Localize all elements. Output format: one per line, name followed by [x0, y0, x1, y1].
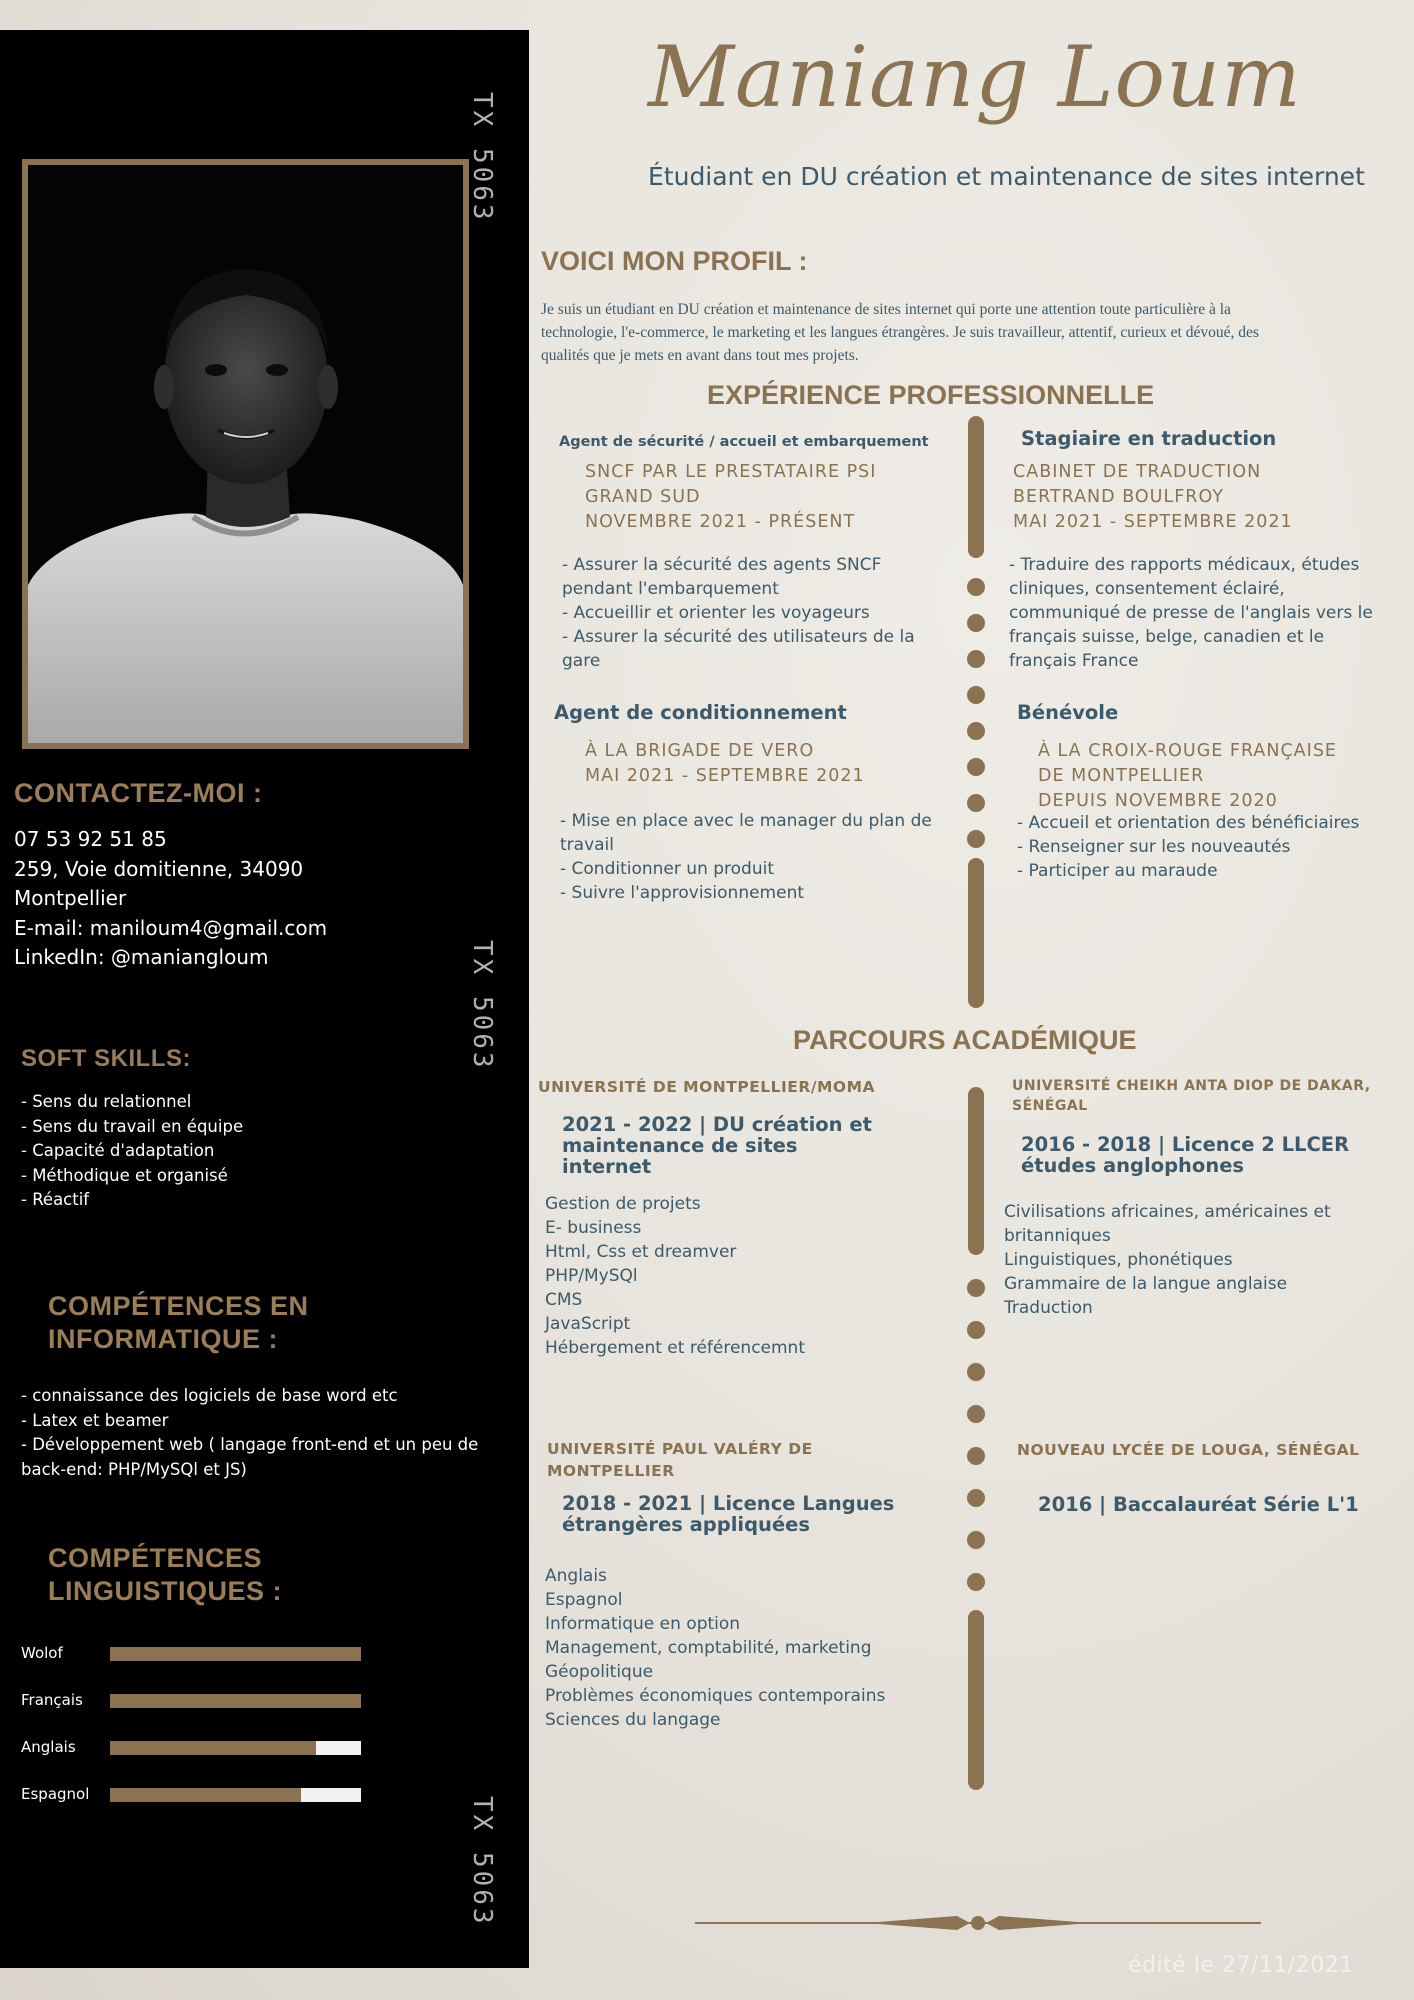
job-company-volunteer	[1038, 739, 1337, 814]
film-label-bottom: TX 5063	[467, 1796, 497, 1927]
company-line: À LA CROIX-ROUGE FRANÇAISE	[1038, 741, 1337, 761]
job-company-security	[585, 460, 876, 535]
job-title-volunteer: Bénévole	[1017, 701, 1119, 724]
timeline-dot	[967, 830, 985, 848]
it-skill-item: - Développement web ( langage front-end et un peu de back-end: PHP/MySQl et JS)	[21, 1435, 479, 1479]
it-skills-list	[21, 1384, 501, 1482]
contact-email[interactable]: E-mail: maniloum4@gmail.com	[14, 915, 328, 940]
profile-text: Je suis un étudiant en DU création et maintenance de sites internet qui porte une attention toute particulière à la technologie, l'e-commerce, le marketing et les langues étrangères. Je suis travailleur, attentif, curieux et dévoué, des qualités que je mets en avant dans tout mes projets.	[541, 301, 1259, 364]
timeline-dot	[967, 1489, 985, 1507]
language-row-espagnol	[21, 1785, 371, 1803]
timeline-dot	[967, 794, 985, 812]
contact-phone: 07 53 92 51 85	[14, 827, 167, 851]
languages-title	[48, 1542, 282, 1608]
degree-llcer: 2016 - 2018 | Licence 2 LLCER études anglophones	[1021, 1133, 1350, 1177]
language-level-track	[110, 1741, 361, 1755]
language-level-track	[110, 1788, 361, 1802]
timeline-dot	[967, 686, 985, 704]
job-title-security: Agent de sécurité / accueil et embarquement	[559, 434, 929, 450]
edited-date: édité le 27/11/2021	[1128, 1953, 1354, 1978]
timeline-dot	[967, 722, 985, 740]
it-skills-title-line1: COMPÉTENCES EN	[48, 1291, 309, 1321]
languages-title-line1: COMPÉTENCES	[48, 1543, 263, 1573]
soft-skill-item: - Méthodique et organisé	[21, 1165, 228, 1185]
timeline-dot	[967, 758, 985, 776]
timeline-bar	[968, 416, 984, 558]
company-line: DE MONTPELLIER	[1038, 766, 1205, 786]
contact-block	[14, 825, 327, 973]
contact-linkedin[interactable]: LinkedIn: @maniangloum	[14, 945, 269, 969]
job-title-packaging: Agent de conditionnement	[554, 701, 847, 724]
company-line: À LA BRIGADE DE VERO	[585, 741, 815, 761]
language-level-fill	[110, 1694, 361, 1708]
degree-lea: 2018 - 2021 | Licence Langues étrangères appliquées	[562, 1492, 895, 1536]
timeline-dot	[967, 1405, 985, 1423]
company-line: MAI 2021 - SEPTEMBRE 2021	[585, 766, 865, 786]
soft-skill-item: - Sens du travail en équipe	[21, 1116, 244, 1136]
job-company-packaging	[585, 739, 865, 789]
language-row-anglais	[21, 1738, 371, 1756]
profile-photo	[22, 159, 469, 749]
soft-skills-list	[21, 1090, 243, 1213]
timeline-dot	[967, 650, 985, 668]
timeline-bar	[968, 1087, 984, 1255]
courses-du: Gestion de projets E- business Html, Css et dreamver PHP/MySQl CMS JavaScript Hébergement et référencemnt	[545, 1194, 805, 1358]
company-line: GRAND SUD	[585, 487, 701, 507]
language-level-fill	[110, 1647, 361, 1661]
timeline-dot	[967, 1573, 985, 1591]
language-level-fill	[110, 1741, 316, 1755]
degree-bac: 2016 | Baccalauréat Série L'1	[1038, 1493, 1359, 1516]
film-label-top: TX 5063	[467, 92, 497, 223]
language-row-francais	[21, 1691, 371, 1709]
soft-skills-title: SOFT SKILLS:	[21, 1045, 191, 1072]
school-montpellier-moma: UNIVERSITÉ DE MONTPELLIER/MOMA	[538, 1078, 876, 1096]
language-level-track	[110, 1694, 361, 1708]
it-skill-item: - connaissance des logiciels de base word etc	[21, 1386, 398, 1405]
language-level-fill	[110, 1788, 301, 1802]
timeline-dot	[967, 1363, 985, 1381]
ornament-divider	[695, 1910, 1261, 1936]
language-name: Espagnol	[21, 1785, 90, 1803]
company-line: CABINET DE TRADUCTION	[1013, 462, 1262, 482]
timeline-dot	[967, 578, 985, 596]
job-subtitle: Étudiant en DU création et maintenance de sites internet	[648, 162, 1365, 191]
language-name: Anglais	[21, 1738, 76, 1756]
job-tasks-translation: - Traduire des rapports médicaux, études cliniques, consentement éclairé, communiqué de presse de l'anglais vers le français suisse, belge, canadien et le français France	[1009, 555, 1373, 671]
it-skills-title-line2: INFORMATIQUE :	[48, 1324, 278, 1354]
company-line: SNCF PAR LE PRESTATAIRE PSI	[585, 462, 877, 482]
timeline-bar	[968, 858, 984, 1008]
job-title-translation: Stagiaire en traduction	[1021, 427, 1277, 450]
person-name: Maniang Loum	[648, 28, 1302, 126]
contact-address-line1: 259, Voie domitienne, 34090	[14, 856, 304, 881]
job-tasks-volunteer: - Accueil et orientation des bénéficiaires - Renseigner sur les nouveautés - Participer au maraude	[1017, 813, 1360, 881]
job-company-translation	[1013, 460, 1293, 535]
timeline-bar	[968, 1610, 984, 1790]
soft-skill-item: - Capacité d'adaptation	[21, 1141, 215, 1160]
school-louga: NOUVEAU LYCÉE DE LOUGA, SÉNÉGAL	[1017, 1441, 1360, 1459]
profile-title: VOICI MON PROFIL :	[541, 246, 808, 276]
contact-title: CONTACTEZ-MOI :	[14, 778, 263, 808]
language-name: Français	[21, 1691, 83, 1709]
soft-skill-item: - Sens du relationnel	[21, 1092, 192, 1111]
language-level-track	[110, 1647, 361, 1661]
company-line: NOVEMBRE 2021 - PRÉSENT	[585, 512, 856, 532]
company-line: MAI 2021 - SEPTEMBRE 2021	[1013, 512, 1293, 532]
timeline-dot	[967, 614, 985, 632]
school-paul-valery: UNIVERSITÉ PAUL VALÉRY DE MONTPELLIER	[547, 1440, 813, 1480]
courses-lea: Anglais Espagnol Informatique en option Management, comptabilité, marketing Géopolitique Problèmes économiques contemporains Sciences du langage	[545, 1566, 886, 1730]
education-title: PARCOURS ACADÉMIQUE	[793, 1025, 1137, 1055]
sidebar	[0, 30, 529, 1968]
experience-title: EXPÉRIENCE PROFESSIONNELLE	[707, 380, 1155, 410]
film-label-middle: TX 5063	[467, 940, 497, 1071]
contact-address-line2: Montpellier	[14, 886, 127, 910]
language-row-wolof	[21, 1644, 371, 1662]
timeline-dot	[967, 1279, 985, 1297]
it-skill-item: - Latex et beamer	[21, 1410, 169, 1430]
timeline-dot	[967, 1321, 985, 1339]
job-tasks-security: - Assurer la sécurité des agents SNCF pendant l'embarquement - Accueillir et orienter les voyageurs - Assurer la sécurité des utilisateurs de la gare	[562, 555, 915, 671]
it-skills-title	[48, 1290, 309, 1356]
job-tasks-packaging: - Mise en place avec le manager du plan de travail - Conditionner un produit - Suivre l'approvisionnement	[560, 811, 932, 903]
company-line: DEPUIS NOVEMBRE 2020	[1038, 791, 1278, 811]
portrait-image	[28, 165, 463, 743]
courses-llcer: Civilisations africaines, américaines et britanniques Linguistiques, phonétiques Grammaire de la langue anglaise Traduction	[1004, 1202, 1331, 1318]
school-dakar: UNIVERSITÉ CHEIKH ANTA DIOP DE DAKAR, SÉNÉGAL	[1012, 1078, 1371, 1114]
soft-skill-item: - Réactif	[21, 1190, 90, 1209]
language-name: Wolof	[21, 1644, 63, 1662]
timeline-dot	[967, 1447, 985, 1465]
company-line: BERTRAND BOULFROY	[1013, 487, 1224, 507]
languages-title-line2: LINGUISTIQUES :	[48, 1576, 283, 1606]
degree-du: 2021 - 2022 | DU création et maintenance de sites internet	[562, 1113, 872, 1178]
timeline-dot	[967, 1531, 985, 1549]
